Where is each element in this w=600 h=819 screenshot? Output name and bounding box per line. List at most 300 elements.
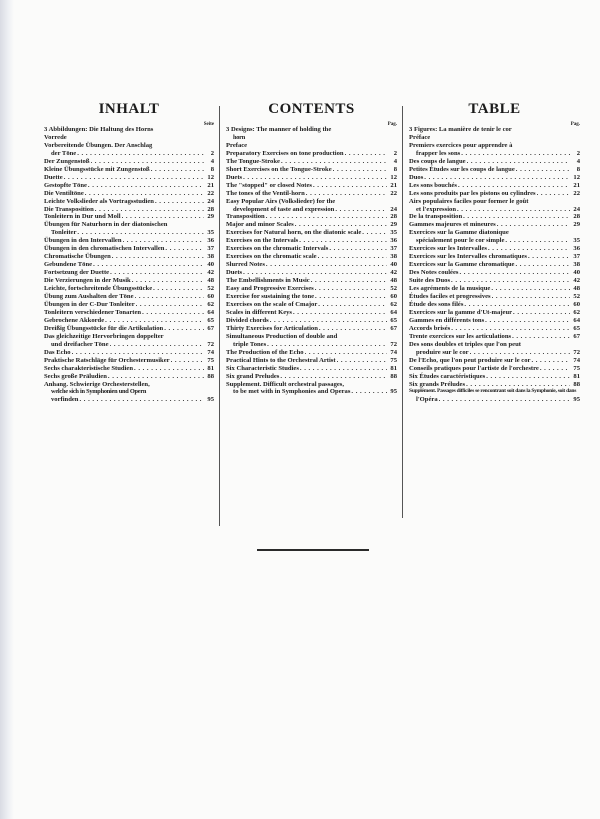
entry-title: Übung zum Aushalten der Töne xyxy=(44,293,134,301)
dot-leader xyxy=(335,206,387,214)
page-number: 74 xyxy=(573,356,580,364)
dot-leader xyxy=(464,301,570,309)
dot-leader xyxy=(305,349,387,357)
toc-entry xyxy=(44,253,214,261)
toc-entry xyxy=(226,182,397,190)
toc-entry xyxy=(409,357,580,365)
toc-entry xyxy=(226,333,397,349)
page-number: 81 xyxy=(390,364,397,372)
entry-title: Vorrede xyxy=(44,133,67,141)
entry-title: The tones of the Ventil-horn xyxy=(226,189,305,197)
entry-title: to be met with in Symphonies and Operas xyxy=(233,388,351,396)
entry-title: Exercises on the scale of Cmajor xyxy=(226,300,318,308)
table-column xyxy=(409,100,580,404)
toc-entry xyxy=(409,325,580,333)
entry-title: Übungen für Naturhorn in der diatonischen xyxy=(44,221,168,229)
page-number: 8 xyxy=(393,165,397,173)
toc-entry xyxy=(44,365,214,373)
dot-leader xyxy=(485,317,570,325)
dot-leader xyxy=(88,182,204,190)
toc-entry xyxy=(409,261,580,269)
page-number: 42 xyxy=(573,277,580,285)
dot-leader xyxy=(458,182,570,190)
entry-title: De l'Echo, que l'on peut produire sur le cor xyxy=(409,356,531,364)
page-number: 75 xyxy=(573,364,580,372)
toc-entry xyxy=(226,174,397,182)
dot-leader xyxy=(463,213,570,221)
page-number: 95 xyxy=(573,396,580,404)
entry-title: Préface xyxy=(409,133,431,141)
dot-leader xyxy=(134,365,204,373)
toc-entry xyxy=(226,293,397,301)
toc-entry xyxy=(44,301,214,309)
page-number: 48 xyxy=(207,277,214,285)
page-number: 29 xyxy=(390,221,397,229)
page-number: 24 xyxy=(207,197,214,205)
page-number: 38 xyxy=(390,253,397,261)
entry-title: Duette xyxy=(44,173,63,181)
page-number: 2 xyxy=(576,149,580,157)
entry-title: Preface xyxy=(226,141,248,149)
toc-entry xyxy=(226,373,397,381)
dot-leader xyxy=(461,150,570,158)
entry-title: Dreißig Übungsstücke für die Artikulation xyxy=(44,324,164,332)
toc-entry xyxy=(409,174,580,182)
column-divider xyxy=(219,106,220,526)
toc-entry xyxy=(409,253,580,261)
toc-entry xyxy=(226,213,397,221)
page-number: 88 xyxy=(390,372,397,380)
toc-entry xyxy=(409,388,580,404)
dot-leader xyxy=(110,269,204,277)
page-number: 38 xyxy=(573,261,580,269)
page-number: 24 xyxy=(573,205,580,213)
page-number: 36 xyxy=(573,245,580,253)
entry-title: Leichte Volkslieder als Vortragsstudien xyxy=(44,197,154,205)
toc-entry xyxy=(226,253,397,261)
dot-leader xyxy=(267,341,387,349)
entry-title: Slurred Notes xyxy=(226,261,265,269)
entry-title: Exercices sur la gamme d'Ut-majeur xyxy=(409,308,513,316)
entry-title: The Embellishments in Music xyxy=(226,277,310,285)
dot-leader xyxy=(299,237,387,245)
inhalt-column xyxy=(44,100,214,404)
toc-entry xyxy=(409,134,580,142)
dot-leader xyxy=(467,158,570,166)
page-number: 67 xyxy=(390,324,397,332)
entry-title: Des sons doubles et triples que l'on peut xyxy=(409,340,521,348)
entry-title: Sechs große Präludien xyxy=(44,372,107,380)
entry-title: Sechs charakteristische Studien xyxy=(44,364,134,372)
dot-leader xyxy=(451,325,570,333)
toc-entry xyxy=(226,237,397,245)
page-number: 36 xyxy=(207,237,214,245)
page-number: 4 xyxy=(393,157,397,165)
entry-title: frapper les sons xyxy=(416,149,461,157)
dot-leader xyxy=(79,396,204,404)
dot-leader xyxy=(300,365,387,373)
toc-entry xyxy=(409,333,580,341)
entry-title: et l'expression xyxy=(416,205,456,213)
page-number: 8 xyxy=(210,165,214,173)
dot-leader xyxy=(318,301,387,309)
toc-entries xyxy=(409,126,580,404)
entry-title: The Tongue-Stroke xyxy=(226,157,280,165)
page-number: 64 xyxy=(207,308,214,316)
toc-entry xyxy=(409,293,580,301)
entry-title: und dreifacher Töne xyxy=(51,340,109,348)
dot-leader xyxy=(319,325,387,333)
page-number: 74 xyxy=(390,348,397,356)
dot-leader xyxy=(142,309,204,317)
dot-leader xyxy=(315,285,387,293)
toc-entry xyxy=(226,381,397,397)
toc-entry xyxy=(226,365,397,373)
dot-leader xyxy=(110,341,204,349)
page-header: Pag. xyxy=(570,122,580,127)
toc-entry xyxy=(44,134,214,142)
toc-entry xyxy=(44,373,214,381)
entry-title: Suite des Duos xyxy=(409,277,451,285)
page-header: Seite xyxy=(203,122,214,127)
toc-entry xyxy=(226,269,397,277)
entry-title: Praktische Ratschläge für Orchestermusiker xyxy=(44,356,170,364)
closing-rule xyxy=(257,549,369,551)
entry-title: welche sich in Symphonien und Opern xyxy=(51,388,147,396)
toc-entry xyxy=(409,317,580,325)
entry-title: Trente exercices sur les articulations xyxy=(409,332,512,340)
page-number: 60 xyxy=(207,293,214,301)
dot-leader xyxy=(171,357,204,365)
entry-title: Les sons bouchés xyxy=(409,181,458,189)
toc-entry xyxy=(409,166,580,174)
toc-entry xyxy=(409,190,580,198)
dot-leader xyxy=(492,293,570,301)
entry-title: Übungen in den chromatischen Intervallen xyxy=(44,245,165,253)
dot-leader xyxy=(329,245,387,253)
entry-title: Exercises on the Intervals xyxy=(226,237,299,245)
page-number: 95 xyxy=(207,396,214,404)
dot-leader xyxy=(528,253,570,261)
entry-title: Exercices sur la Gamme chromatique xyxy=(409,261,515,269)
entry-title: Fortsetzung der Duette xyxy=(44,269,110,277)
toc-entry xyxy=(226,309,397,317)
entry-title: development of taste and expression xyxy=(233,205,335,213)
toc-entry xyxy=(44,381,214,405)
page-number: 62 xyxy=(207,300,214,308)
toc-entry xyxy=(44,174,214,182)
entry-title: Die Ventiltöne xyxy=(44,189,84,197)
page-number: 88 xyxy=(207,372,214,380)
page-number: 65 xyxy=(207,316,214,324)
entry-title: Kleine Übungsstücke mit Zungenstoß xyxy=(44,165,150,173)
dot-leader xyxy=(135,293,204,301)
entry-title: De la transposition xyxy=(409,213,463,221)
entry-title: Simultaneous Production of double and xyxy=(226,332,338,340)
page-number: 4 xyxy=(210,157,214,165)
toc-entry xyxy=(226,126,397,142)
toc-entry xyxy=(44,182,214,190)
column-title: INHALT xyxy=(98,101,160,117)
entry-title: Supplément. Passages difficiles se rencontrant soit dans la Symphonie, soit dans xyxy=(409,388,577,395)
entry-title: Scales in different Keys xyxy=(226,308,292,316)
entry-title: Leichte, fortschreitende Übungsstücke xyxy=(44,285,153,293)
toc-entry xyxy=(409,229,580,245)
page-number: 2 xyxy=(210,149,214,157)
toc-entry xyxy=(44,317,214,325)
page-number: 29 xyxy=(573,221,580,229)
dot-leader xyxy=(122,213,204,221)
toc-entry xyxy=(409,301,580,309)
toc-entry xyxy=(226,325,397,333)
entry-title: Études faciles et progressives xyxy=(409,293,491,301)
page-number: 65 xyxy=(573,324,580,332)
entry-title: Exercise for sustaining the tone xyxy=(226,293,315,301)
dot-leader xyxy=(123,237,205,245)
entry-title: Exercises for Natural horn, on the diatonic scale xyxy=(226,229,362,237)
toc-entry xyxy=(44,245,214,253)
column-title: CONTENTS xyxy=(268,101,355,117)
toc-entry xyxy=(409,309,580,317)
dot-leader xyxy=(505,237,570,245)
entry-title: Supplement. Difficult orchestral passages, xyxy=(226,380,345,388)
page-number: 60 xyxy=(390,293,397,301)
toc-entry xyxy=(44,166,214,174)
toc-entry xyxy=(226,301,397,309)
entry-title: Gebrochene Akkorde xyxy=(44,316,105,324)
page-number: 21 xyxy=(573,181,580,189)
dot-leader xyxy=(293,309,387,317)
page-number: 62 xyxy=(390,300,397,308)
toc-entry xyxy=(226,166,397,174)
toc-entry xyxy=(226,245,397,253)
toc-entry xyxy=(226,198,397,214)
dot-leader xyxy=(155,198,204,206)
entry-title: Übungen in den Intervallen xyxy=(44,237,122,245)
page-number: 12 xyxy=(390,173,397,181)
page-number: 64 xyxy=(573,316,580,324)
dot-leader xyxy=(459,269,570,277)
entry-title: The "stopped" or closed Notes xyxy=(226,181,312,189)
page-number: 4 xyxy=(576,157,580,165)
toc-entry xyxy=(409,158,580,166)
page-number: 28 xyxy=(573,213,580,221)
entry-title: 3 Abbildungen: Die Haltung des Horns xyxy=(44,126,154,133)
dot-leader xyxy=(537,190,570,198)
entry-title: Gebundene Töne xyxy=(44,261,93,269)
page-edge-shadow xyxy=(0,0,14,819)
entry-title: Vorbereitende Übungen. Der Anschlag xyxy=(44,141,153,149)
dot-leader xyxy=(315,293,387,301)
entry-title: Das Echo xyxy=(44,348,71,356)
toc-entry xyxy=(44,285,214,293)
entry-title: Anhang. Schwierige Orchesterstellen, xyxy=(44,380,150,388)
dot-leader xyxy=(95,206,204,214)
toc-entry xyxy=(226,150,397,158)
page-number: 38 xyxy=(207,253,214,261)
entry-title: Des Notes coulées xyxy=(409,269,459,277)
toc-entries xyxy=(226,126,397,396)
toc-entry xyxy=(226,142,397,150)
toc-entry xyxy=(409,213,580,221)
dot-leader xyxy=(281,158,387,166)
page-number: 65 xyxy=(390,316,397,324)
toc-entry xyxy=(44,213,214,221)
entry-title: Thirty Exercises for Articulation xyxy=(226,324,318,332)
dot-leader xyxy=(515,261,570,269)
dot-leader xyxy=(451,277,570,285)
entry-title: Easy and Progressive Exercises xyxy=(226,285,314,293)
entry-title: horn xyxy=(233,133,246,141)
entry-title: Divided chords xyxy=(226,316,269,324)
dot-leader xyxy=(486,373,570,381)
page-number: 8 xyxy=(576,165,580,173)
entry-title: Accords brisés xyxy=(409,324,451,332)
entry-title: l'Opéra xyxy=(416,396,438,404)
entry-title: Die Verzierungen in der Musik xyxy=(44,277,131,285)
toc-entry xyxy=(409,198,580,214)
toc-entry xyxy=(44,126,214,134)
entry-title: triple Tones xyxy=(233,340,267,348)
page-number: 37 xyxy=(390,245,397,253)
page-number: 12 xyxy=(573,173,580,181)
entry-title: Tonleitern verschiedener Tonarten xyxy=(44,308,142,316)
entry-title: Tonleitern in Dur und Moll xyxy=(44,213,121,221)
page-number: 22 xyxy=(207,189,214,197)
entry-title: Gestopfte Töne xyxy=(44,181,87,189)
entry-title: Duets xyxy=(226,173,243,181)
toc-entry xyxy=(226,158,397,166)
dot-leader xyxy=(351,388,387,396)
entry-title: Easy Popular Airs (Volkslieder) for the xyxy=(226,197,336,205)
page-number: 24 xyxy=(390,205,397,213)
dot-leader xyxy=(311,277,387,285)
toc-entry xyxy=(226,349,397,357)
dot-leader xyxy=(165,245,204,253)
page-number: 22 xyxy=(390,189,397,197)
toc-entry xyxy=(226,221,397,229)
entry-title: produire sur le cor xyxy=(416,348,469,356)
toc-entry xyxy=(409,245,580,253)
page-number: 52 xyxy=(390,285,397,293)
page-number: 35 xyxy=(390,229,397,237)
entry-title: Exercises on the chromatic scale xyxy=(226,253,317,261)
column-title: TABLE xyxy=(468,101,521,117)
page-number: 28 xyxy=(207,205,214,213)
entry-title: Practical Hints to the Orchestral Artist xyxy=(226,356,336,364)
page-number: 74 xyxy=(207,348,214,356)
toc-entry xyxy=(44,269,214,277)
toc-entry xyxy=(226,277,397,285)
entry-title: Les agréments de la musique xyxy=(409,285,491,293)
dot-leader xyxy=(512,333,570,341)
dot-leader xyxy=(318,253,387,261)
toc-entry xyxy=(409,269,580,277)
dot-leader xyxy=(457,206,570,214)
entry-title: Übungen in der C-Dur Tonleiter xyxy=(44,300,135,308)
dot-leader xyxy=(77,229,204,237)
page-number: 48 xyxy=(573,285,580,293)
page-number: 21 xyxy=(207,181,214,189)
dot-leader xyxy=(497,221,570,229)
page-number: 2 xyxy=(393,149,397,157)
page-number: 95 xyxy=(390,388,397,396)
page-number: 52 xyxy=(207,285,214,293)
toc-entry xyxy=(44,309,214,317)
page-number: 52 xyxy=(573,293,580,301)
entry-title: Exercices sur les Intervalles xyxy=(409,245,487,253)
dot-leader xyxy=(531,357,570,365)
dot-leader xyxy=(333,166,387,174)
toc-entry xyxy=(409,221,580,229)
toc-entry xyxy=(44,190,214,198)
entry-title: Six grand Preludes xyxy=(226,372,280,380)
toc-entry xyxy=(44,357,214,365)
dot-leader xyxy=(306,190,387,198)
dot-leader xyxy=(266,261,387,269)
dot-leader xyxy=(295,221,387,229)
entry-title: Petites Études sur les coups de langue xyxy=(409,165,515,173)
entry-title: Six Characteristic Studies xyxy=(226,364,299,372)
page-number: 72 xyxy=(207,340,214,348)
dot-leader xyxy=(337,357,387,365)
toc-entry xyxy=(226,317,397,325)
dot-leader xyxy=(362,229,387,237)
dot-leader xyxy=(136,301,204,309)
entry-title: der Töne xyxy=(51,149,77,157)
entry-title: Duos xyxy=(409,173,424,181)
dot-leader xyxy=(466,381,570,389)
entry-title: spécialement pour le cor simple xyxy=(416,237,505,245)
dot-leader xyxy=(105,317,204,325)
dot-leader xyxy=(132,277,204,285)
page-number: 67 xyxy=(207,324,214,332)
entry-title: Six Études caractéristiques xyxy=(409,372,486,380)
dot-leader xyxy=(85,190,204,198)
page-number: 12 xyxy=(207,173,214,181)
dot-leader xyxy=(540,365,570,373)
entry-title: Gammes en différents tons xyxy=(409,316,485,324)
entry-title: Chromatische Übungen xyxy=(44,253,111,261)
toc-entry xyxy=(44,349,214,357)
toc-entry xyxy=(409,285,580,293)
entry-title: Étude des sons filés xyxy=(409,300,464,308)
entry-title: Short Exercises on the Tongue-Stroke xyxy=(226,165,332,173)
toc-entry xyxy=(44,261,214,269)
entry-title: Les sons produits par les pistons ou cylindres xyxy=(409,189,536,197)
page-number: 37 xyxy=(573,253,580,261)
toc-entry xyxy=(44,277,214,285)
page-number: 75 xyxy=(390,356,397,364)
entry-title: Six grands Préludes xyxy=(409,380,466,388)
page-number: 35 xyxy=(573,237,580,245)
page-number: 67 xyxy=(573,332,580,340)
dot-leader xyxy=(243,269,387,277)
page-number: 81 xyxy=(573,372,580,380)
dot-leader xyxy=(72,349,204,357)
page-number: 37 xyxy=(207,245,214,253)
toc-entry xyxy=(44,206,214,214)
page-number: 22 xyxy=(573,189,580,197)
entry-title: Duets xyxy=(226,269,243,277)
toc-entry xyxy=(409,341,580,357)
toc-entry xyxy=(409,365,580,373)
dot-leader xyxy=(439,396,570,404)
toc-entry xyxy=(44,325,214,333)
toc-entry xyxy=(409,142,580,158)
dot-leader xyxy=(243,174,387,182)
dot-leader xyxy=(112,253,204,261)
